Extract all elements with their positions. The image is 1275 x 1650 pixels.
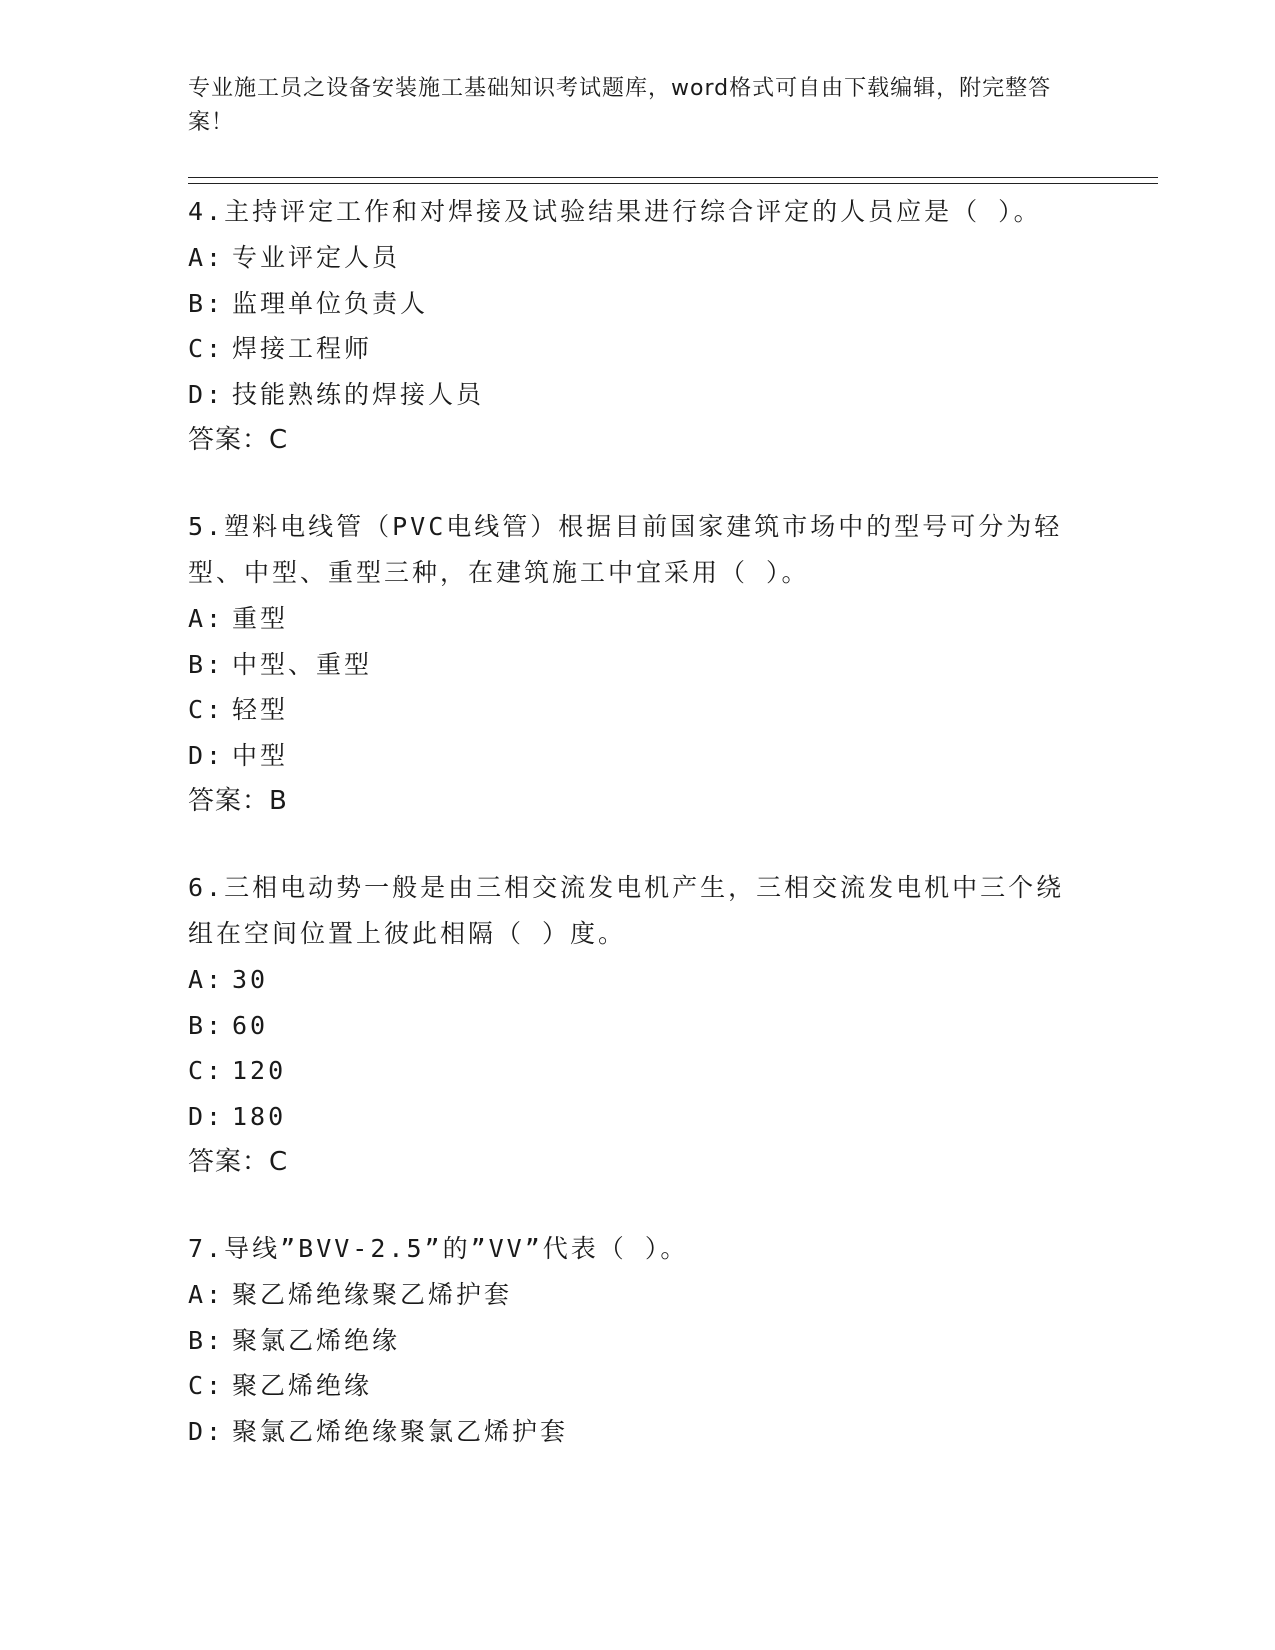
option-text: 中型 (232, 740, 289, 770)
option-a (188, 235, 1088, 281)
question-5 (188, 504, 1088, 824)
option-letter: C: (188, 695, 225, 724)
header-divider-bottom (188, 183, 1158, 184)
option-d (188, 1409, 1088, 1455)
option-text: 技能熟练的焊接人员 (232, 379, 485, 409)
option-text: 专业评定人员 (232, 243, 401, 272)
option-a (188, 957, 1088, 1003)
option-c (188, 326, 1088, 372)
option-text: 重型 (232, 604, 289, 633)
option-a (188, 596, 1088, 642)
question-6 (188, 865, 1088, 1185)
option-text: 60 (232, 1010, 269, 1040)
option-b (188, 1318, 1088, 1364)
option-b (188, 642, 1088, 688)
option-b (188, 281, 1088, 327)
option-letter: B: (188, 288, 225, 318)
option-b (188, 1003, 1088, 1049)
option-a (188, 1272, 1088, 1318)
option-letter: D: (188, 740, 225, 770)
option-letter: D: (188, 379, 225, 409)
option-text: 焊接工程师 (232, 334, 373, 363)
option-letter: C: (188, 1371, 225, 1400)
option-letter: A: (188, 965, 225, 994)
question-list (188, 189, 1088, 1454)
option-letter: A: (188, 1280, 225, 1309)
option-text: 轻型 (232, 695, 289, 724)
option-d (188, 1094, 1088, 1140)
option-text: 聚乙烯绝缘 (232, 1371, 373, 1400)
option-c (188, 1363, 1088, 1409)
option-letter: D: (188, 1101, 225, 1131)
option-c (188, 1048, 1088, 1094)
option-text: 180 (232, 1101, 287, 1131)
option-letter: A: (188, 604, 225, 633)
question-stem: 4.主持评定工作和对焊接及试验结果进行综合评定的人员应是（ ）。 (188, 197, 1042, 226)
answer-line: 答案：B (188, 786, 288, 816)
option-text: 监理单位负责人 (232, 288, 429, 318)
option-text: 中型、重型 (232, 649, 373, 679)
question-stem: 7.导线”BVV-2.5”的”VV”代表（ ）。 (188, 1234, 689, 1263)
option-text: 聚氯乙烯绝缘聚氯乙烯护套 (232, 1416, 569, 1446)
option-letter: C: (188, 1056, 225, 1085)
option-letter: D: (188, 1416, 225, 1446)
option-text: 30 (232, 965, 269, 994)
option-letter: B: (188, 649, 225, 679)
option-letter: C: (188, 334, 225, 363)
question-stem: 6.三相电动势一般是由三相交流发电机产生，三相交流发电机中三个绕组在空间位置上彼此相隔（ ）度。 (188, 873, 1065, 948)
option-c (188, 687, 1088, 733)
option-letter: B: (188, 1010, 225, 1040)
option-d (188, 372, 1088, 418)
option-text: 聚氯乙烯绝缘 (232, 1325, 401, 1355)
answer-line: 答案：C (188, 1147, 289, 1177)
answer-line: 答案：C (188, 425, 289, 455)
question-4 (188, 189, 1088, 463)
option-text: 120 (232, 1056, 287, 1085)
document-header: 专业施工员之设备安装施工基础知识考试题库，word格式可自由下载编辑，附完整答案！ (188, 76, 1052, 135)
option-d (188, 733, 1088, 779)
question-7 (188, 1226, 1088, 1454)
option-letter: A: (188, 243, 225, 272)
question-stem: 5.塑料电线管（PVC电线管）根据目前国家建筑市场中的型号可分为轻型、中型、重型三种，在建筑施工中宜采用（ ）。 (188, 512, 1063, 587)
option-letter: B: (188, 1325, 225, 1355)
option-text: 聚乙烯绝缘聚乙烯护套 (232, 1280, 513, 1309)
header-divider-top (188, 177, 1158, 178)
